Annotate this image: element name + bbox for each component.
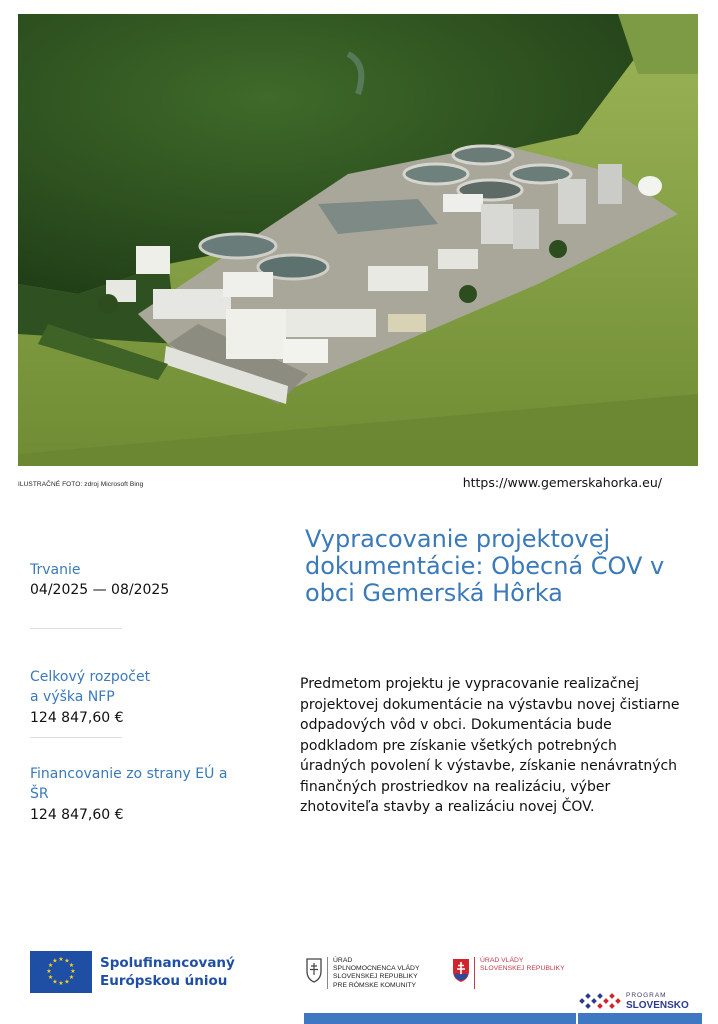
program-line2: SLOVENSKO	[626, 999, 689, 1011]
gov1-line1: ÚRAD	[333, 957, 353, 964]
divider	[30, 628, 122, 629]
eu-text-line1: Spolufinancovaný	[100, 955, 235, 971]
gov1-line2: SPLNOMOCNENCA VLÁDY	[333, 965, 420, 973]
duration-value: 04/2025 — 08/2025	[30, 582, 170, 598]
photo-caption: ILUSTRAČNÉ FOTO: zdroj Microsoft Bing	[18, 481, 144, 488]
plenipotentiary-office-text	[333, 957, 420, 990]
gov1-line4: PRE RÓMSKE KOMUNITY	[333, 981, 417, 989]
svg-text:★: ★	[68, 974, 75, 981]
svg-text:★: ★	[64, 978, 70, 986]
duration-label: Trvanie	[30, 562, 81, 578]
svg-text:★: ★	[46, 968, 52, 975]
gov1-line3: SLOVENSKEJ REPUBLIKY	[333, 973, 418, 981]
program-text	[626, 992, 689, 1011]
svg-text:★: ★	[58, 956, 64, 963]
government-office-logo	[452, 957, 565, 989]
aerial-photo-illustration	[18, 14, 698, 466]
svg-text:★: ★	[47, 974, 54, 981]
footer-bar	[304, 1013, 576, 1024]
svg-text:★: ★	[52, 957, 58, 965]
financing-label-line1: Financovanie zo strany EÚ a	[30, 766, 228, 782]
gov2-line1: ÚRAD VLÁDY	[480, 957, 524, 964]
logo-separator	[327, 957, 328, 989]
svg-text:★: ★	[68, 962, 75, 969]
program-line1: PROGRAM	[626, 991, 667, 999]
footer-bar-right	[578, 1013, 702, 1024]
eu-text-line2: Európskou úniou	[100, 973, 228, 989]
coat-of-arms-icon	[452, 957, 470, 983]
divider	[30, 737, 122, 738]
eu-stars-icon	[30, 951, 92, 993]
svg-text:★: ★	[64, 957, 70, 965]
eu-cofinanced-text	[100, 954, 235, 990]
budget-label-line2: a výška NFP	[30, 689, 115, 705]
government-office-text	[480, 957, 565, 973]
svg-text:★: ★	[58, 980, 64, 987]
eu-flag-logo	[30, 951, 92, 993]
svg-text:★: ★	[52, 978, 58, 986]
wastewater-plant-photo	[18, 14, 698, 466]
budget-label-line1: Celkový rozpočet	[30, 669, 151, 685]
logo-separator	[474, 957, 475, 989]
plenipotentiary-office-logo	[305, 957, 420, 990]
financing-value: 124 847,60 €	[30, 807, 124, 823]
svg-text:★: ★	[70, 968, 76, 975]
coat-of-arms-outline-icon	[305, 957, 323, 983]
svg-text:★: ★	[47, 962, 54, 969]
financing-label-line2: ŠR	[30, 786, 49, 802]
budget-value: 124 847,60 €	[30, 710, 124, 726]
project-description: Predmetom projektu je vypracovanie realizačnej projektovej dokumentácie na výstavbu novej čistiarne odpadových vôd v obci. Dokumentácia bude podkladom pre získanie všetkých potrebných úradných povolení k výstavbe, získanie nenávratných finančných prostriedkov na realizáciu, výber zhotoviteľa stavby a realizáciu novej ČOV.	[300, 676, 680, 815]
project-title: Vypracovanie projektovej dokumentácie: Obecná ČOV v obci Gemerská Hôrka	[305, 525, 665, 607]
gov2-line2: SLOVENSKEJ REPUBLIKY	[480, 965, 565, 973]
program-slovensko-logo	[578, 990, 689, 1012]
program-dots-icon	[578, 990, 622, 1012]
website-url[interactable]: https://www.gemerskahorka.eu/	[462, 475, 662, 490]
